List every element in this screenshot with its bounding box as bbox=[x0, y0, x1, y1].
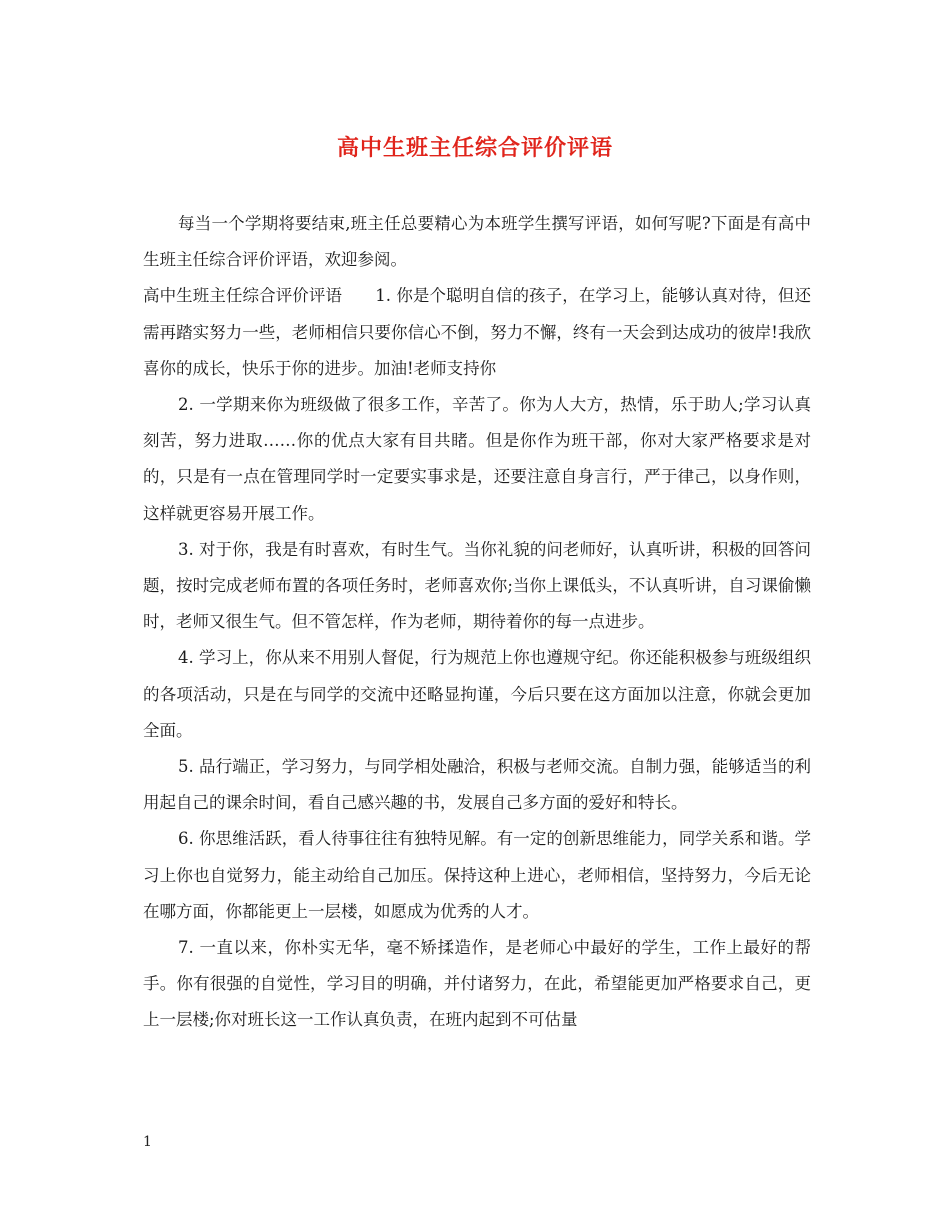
comment-item-2: 2. 一学期来你为班级做了很多工作，辛苦了。你为人大方，热情，乐于助人;学习认真刻苦，努力进取……你的优点大家有目共睹。但是你作为班干部，你对大家严格要求是对的，只是有一点在管理同学时一定要实事求是，还要注意自身言行，严于律己，以身作则，这样就更容易开展工作。 bbox=[143, 395, 811, 523]
comment-item-5: 5. 品行端正，学习努力，与同学相处融洽，积极与老师交流。自制力强，能够适当的利用起自己的课余时间，看自己感兴趣的书，发展自己多方面的爱好和特长。 bbox=[143, 757, 811, 813]
comment-item-3: 3. 对于你，我是有时喜欢，有时生气。当你礼貌的问老师好，认真听讲，积极的回答问题，按时完成老师布置的各项任务时，老师喜欢你;当你上课低头，不认真听讲，自习课偷懒时，老师又很生气。但不管怎样，作为老师，期待着你的每一点进步。 bbox=[143, 539, 811, 632]
comment-item-7: 7. 一直以来，你朴实无华，毫不矫揉造作，是老师心中最好的学生，工作上最好的帮手。你有很强的自觉性，学习目的明确，并付诸努力，在此，希望能更加严格要求自己，更上一层楼;你对班长这一工作认真负责，在班内起到不可估量 bbox=[143, 938, 811, 1030]
document-body bbox=[143, 206, 811, 1039]
comment-item-1: 高中生班主任综合评价评语 1. 你是个聪明自信的孩子，在学习上，能够认真对待，但还需再踏实努力一些，老师相信只要你信心不倒，努力不懈，终有一天会到达成功的彼岸!我欣喜你的成长，快乐于你的进步。加油!老师支持你 bbox=[143, 286, 811, 378]
intro-paragraph: 每当一个学期将要结束,班主任总要精心为本班学生撰写评语，如何写呢?下面是有高中生班主任综合评价评语，欢迎参阅。 bbox=[143, 214, 811, 270]
page-number: 1 bbox=[143, 1134, 152, 1150]
comment-item-4: 4. 学习上，你从来不用别人督促，行为规范上你也遵规守纪。你还能积极参与班级组织的各项活动，只是在与同学的交流中还略显拘谨，今后只要在这方面加以注意，你就会更加全面。 bbox=[143, 648, 811, 740]
document-title: 高中生班主任综合评价评语 bbox=[336, 135, 613, 161]
comment-item-6: 6. 你思维活跃，看人待事往往有独特见解。有一定的创新思维能力，同学关系和谐。学习上你也自觉努力，能主动给自己加压。保持这种上进心，老师相信，坚持努力，今后无论在哪方面，你都能更上一层楼，如愿成为优秀的人才。 bbox=[143, 829, 811, 921]
